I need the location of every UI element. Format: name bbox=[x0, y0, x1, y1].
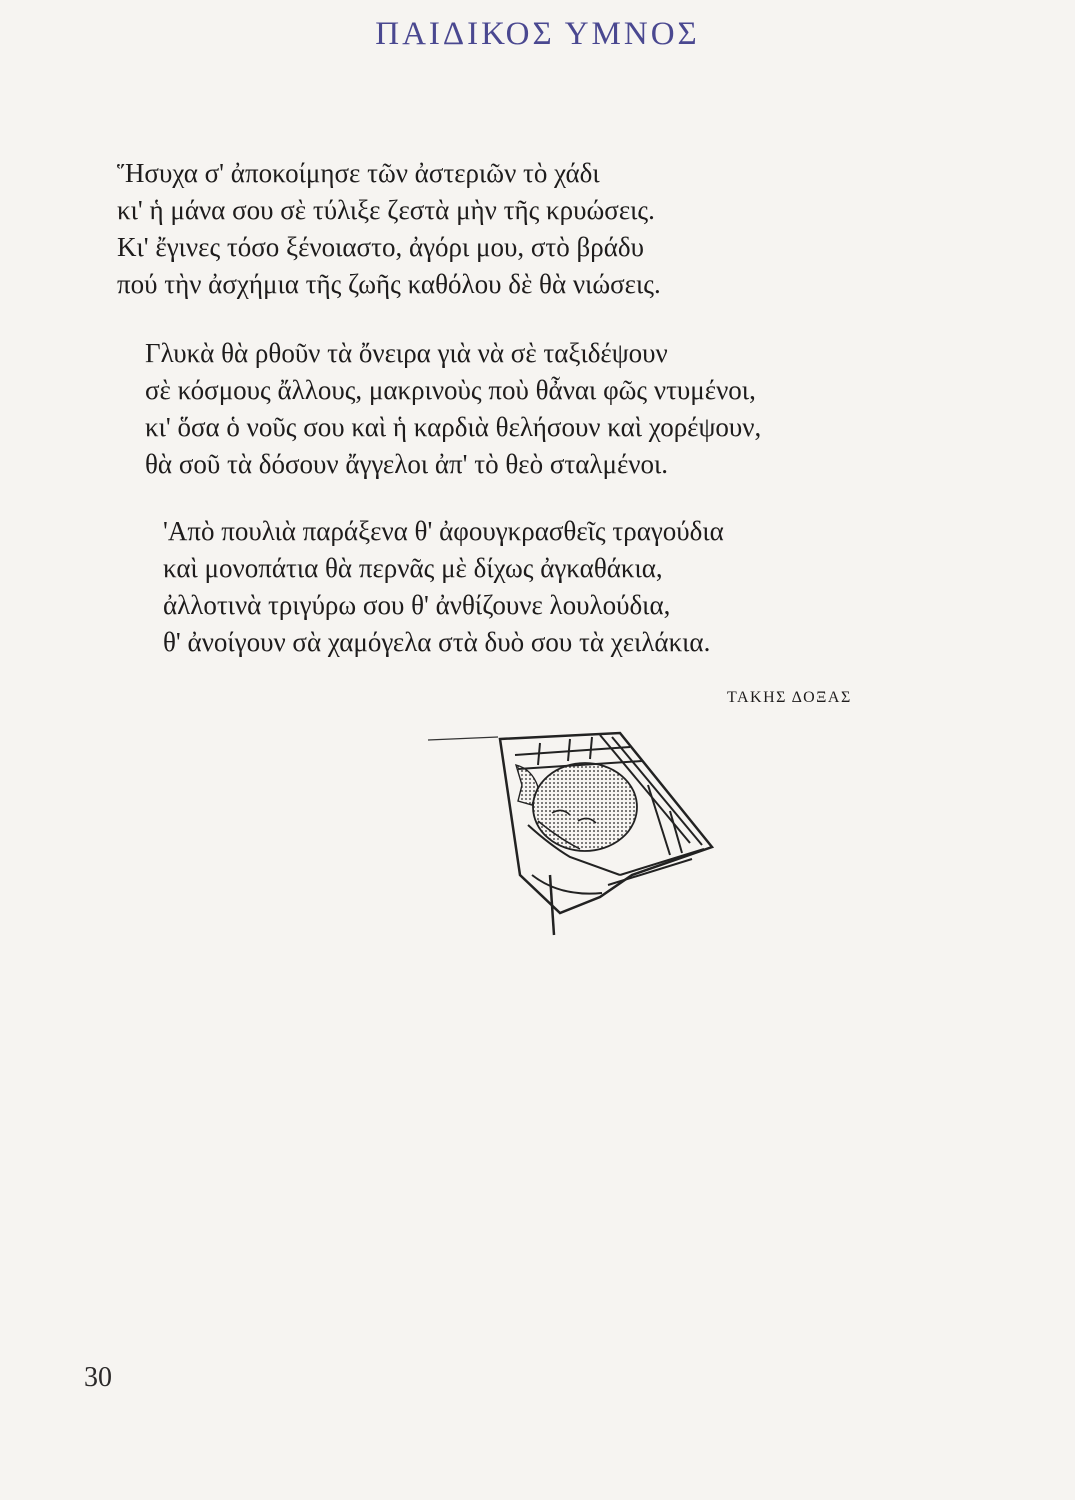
verse-line: κι' ὅσα ὁ νοῦς σου καὶ ἡ καρδιὰ θελήσουν καὶ χορέψουν, bbox=[145, 412, 762, 442]
page-number: 30 bbox=[84, 1362, 112, 1393]
verse-line: Ἥσυχα σ' ἀποκοίμησε τῶν ἀστεριῶν τὸ χάδι bbox=[117, 158, 600, 188]
verse-line: καὶ μονοπάτια θὰ περνᾶς μὲ δίχως ἀγκαθάκια, bbox=[163, 553, 663, 583]
stanza-1 bbox=[117, 155, 661, 303]
verse-line: Γλυκὰ θὰ ρθοῦν τὰ ὄνειρα γιὰ νὰ σὲ ταξιδέψουν bbox=[145, 338, 668, 368]
verse-line: ἀλλοτινὰ τριγύρω σου θ' ἀνθίζουνε λουλούδια, bbox=[163, 590, 671, 620]
verse-line: πού τὴν ἀσχήμια τῆς ζωῆς καθόλου δὲ θὰ νιώσεις. bbox=[117, 269, 661, 299]
verse-line: 'Απὸ πουλιὰ παράξενα θ' ἀφουγκρασθεῖς τραγούδια bbox=[163, 516, 724, 546]
stanza-3 bbox=[163, 513, 724, 661]
verse-line: σὲ κόσμους ἄλλους, μακρινοὺς ποὺ θἆναι φῶς ντυμένοι, bbox=[145, 375, 756, 405]
verse-line: θ' ἀνοίγουν σὰ χαμόγελα στὰ δυὸ σου τὰ χειλάκια. bbox=[163, 627, 711, 657]
sleeping-child-illustration bbox=[420, 725, 730, 940]
stanza-2 bbox=[145, 335, 761, 483]
verse-line: κι' ἡ μάνα σου σὲ τύλιξε ζεστὰ μὴν τῆς κρυώσεις. bbox=[117, 195, 655, 225]
author-name: ΤΑΚΗΣ ΔΟΞΑΣ bbox=[727, 689, 852, 706]
verse-line: Κι' ἔγινες τόσο ξένοιαστο, ἀγόρι μου, στὸ βράδυ bbox=[117, 232, 644, 262]
verse-line: θὰ σοῦ τὰ δόσουν ἄγγελοι ἀπ' τὸ θεὸ σταλμένοι. bbox=[145, 449, 669, 479]
poem-title: ΠΑΙΔΙΚΟΣ ΥΜΝΟΣ bbox=[375, 16, 700, 52]
